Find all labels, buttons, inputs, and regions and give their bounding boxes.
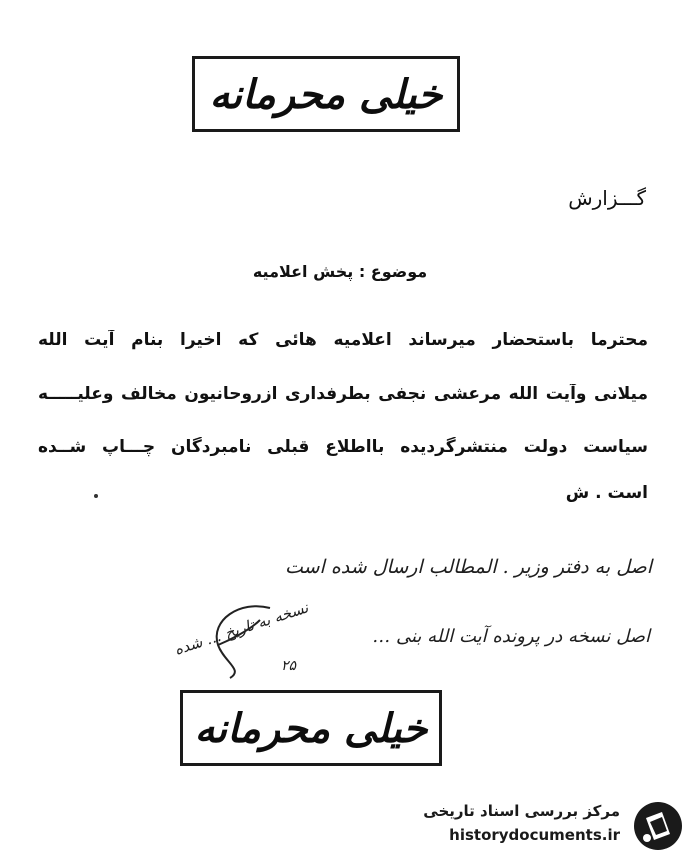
archive-logo-icon bbox=[632, 800, 684, 852]
body-line-2: میلانی وآیت الله مرعشی نجفی بطرفداری ازروحانیون مخالف وعلیـــــه bbox=[38, 384, 648, 404]
handwritten-date: ۲۵ bbox=[280, 658, 296, 674]
watermark bbox=[410, 800, 690, 852]
confidential-stamp-bottom: خیلی محرمانه bbox=[180, 690, 442, 766]
report-title: گـــزارش bbox=[568, 186, 646, 210]
ink-dot bbox=[94, 494, 98, 498]
watermark-url: historydocuments.ir bbox=[449, 826, 620, 844]
handwritten-note-1: اصل به دفتر وزیر . المطالب ارسال شده است bbox=[284, 556, 652, 578]
confidential-stamp-top: خیلی محرمانه bbox=[192, 56, 460, 132]
body-line-1: محترما باستحضار میرساند اعلامیه هائی که اخیرا بنام آیت الله bbox=[38, 330, 648, 350]
watermark-name: مرکز بررسی اسناد تاریخی bbox=[423, 802, 620, 820]
body-line-4: است . ش bbox=[565, 483, 648, 503]
report-subject: موضوع : پخش اعلامیه bbox=[252, 262, 428, 281]
handwritten-note-margin: نسخه به تاریخ … شده bbox=[172, 598, 311, 659]
signature-scribble bbox=[200, 600, 290, 680]
handwritten-note-2: اصل نسخه در پرونده آیت الله بنی … bbox=[372, 626, 650, 647]
body-line-3: سیاست دولت منتشرگردیده بااطلاع قبلی نامبردگان چـــاپ شــده bbox=[38, 437, 648, 457]
